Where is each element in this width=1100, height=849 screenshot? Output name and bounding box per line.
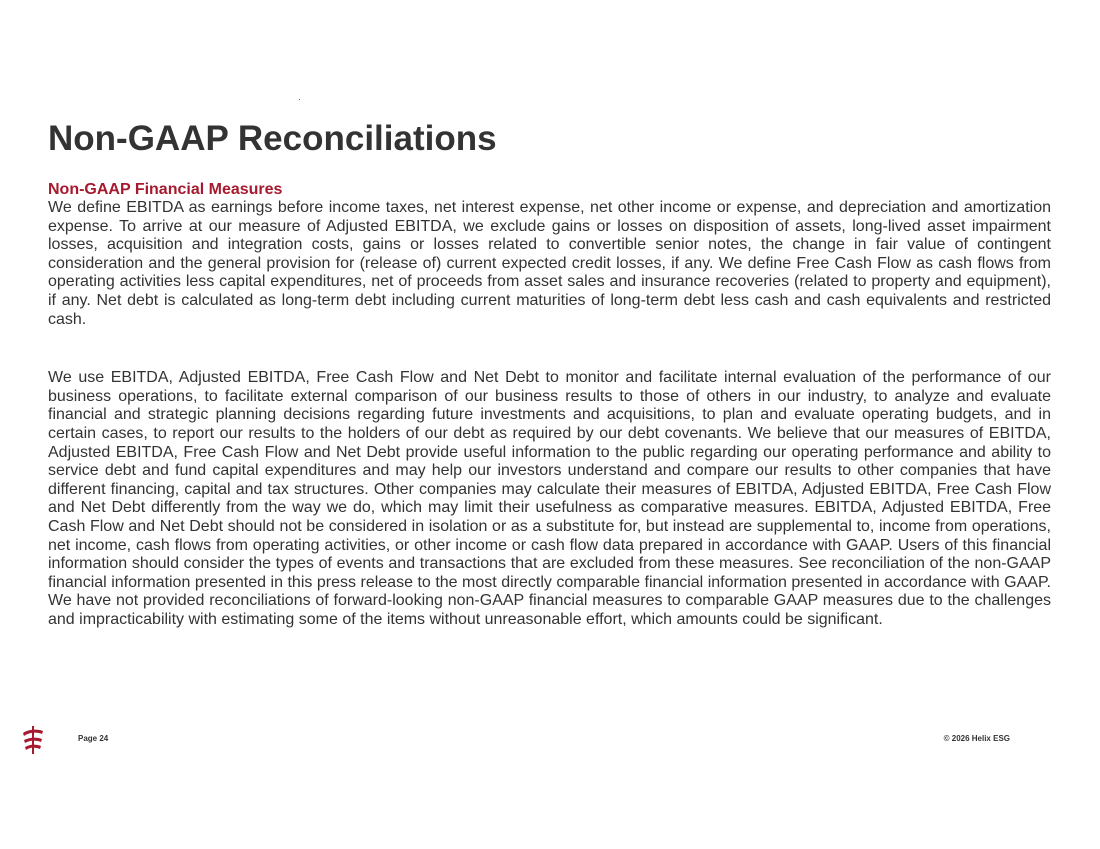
copyright-notice: © 2026 Helix ESG	[943, 734, 1010, 743]
non-gaap-section	[48, 181, 1051, 629]
stray-mark	[299, 99, 300, 100]
section-heading: Non-GAAP Financial Measures	[48, 181, 283, 198]
definitions-paragraph: We define EBITDA as earnings before income taxes, net interest expense, net other income or expense, and depreciation and amortization expense. To arrive at our measure of Adjusted EBITDA, we exclude gains or losses on disposition of assets, long-lived asset impairment losses, acquisition and integration costs, gains or losses related to convertible senior notes, the change in fair value of contingent consideration and the general provision for (release of) current expected credit losses, if any. We define Free Cash Flow as cash flows from operating activities less capital expenditures, net of proceeds from asset sales and insurance recoveries (related to property and equipment), if any. Net debt is calculated as long-term debt including current maturities of long-term debt less cash and cash equivalents and restricted cash.	[48, 199, 1051, 328]
helix-logo-icon	[20, 725, 46, 755]
page-number: Page 24	[78, 734, 109, 743]
page-title: Non-GAAP Reconciliations	[48, 119, 497, 158]
usage-paragraph: We use EBITDA, Adjusted EBITDA, Free Cash Flow and Net Debt to monitor and facilitate internal evaluation of the performance of our business operations, to facilitate external comparison of our business results to those of others in our industry, to analyze and evaluate financial and strategic planning decisions regarding future investments and acquisitions, to plan and evaluate operating budgets, and in certain cases, to report our results to the holders of our debt as required by our debt covenants. We believe that our measures of EBITDA, Adjusted EBITDA, Free Cash Flow and Net Debt provide useful information to the public regarding our operating performance and ability to service debt and fund capital expenditures and may help our investors understand and compare our results to other companies that have different financing, capital and tax structures. Other companies may calculate their measures of EBITDA, Adjusted EBITDA, Free Cash Flow and Net Debt differently from the way we do, which may limit their usefulness as comparative measures. EBITDA, Adjusted EBITDA, Free Cash Flow and Net Debt should not be considered in isolation or as a substitute for, but instead are supplemental to, income from operations, net income, cash flows from operating activities, or other income or cash flow data prepared in accordance with GAAP. Users of this financial information should consider the types of events and transactions that are excluded from these measures. See reconciliation of the non-GAAP financial information presented in this press release to the most directly comparable financial information presented in accordance with GAAP. We have not provided reconciliations of forward-looking non-GAAP financial measures to comparable GAAP measures due to the challenges and impracticability with estimating some of the items without unreasonable effort, which amounts could be significant.	[48, 369, 1051, 628]
